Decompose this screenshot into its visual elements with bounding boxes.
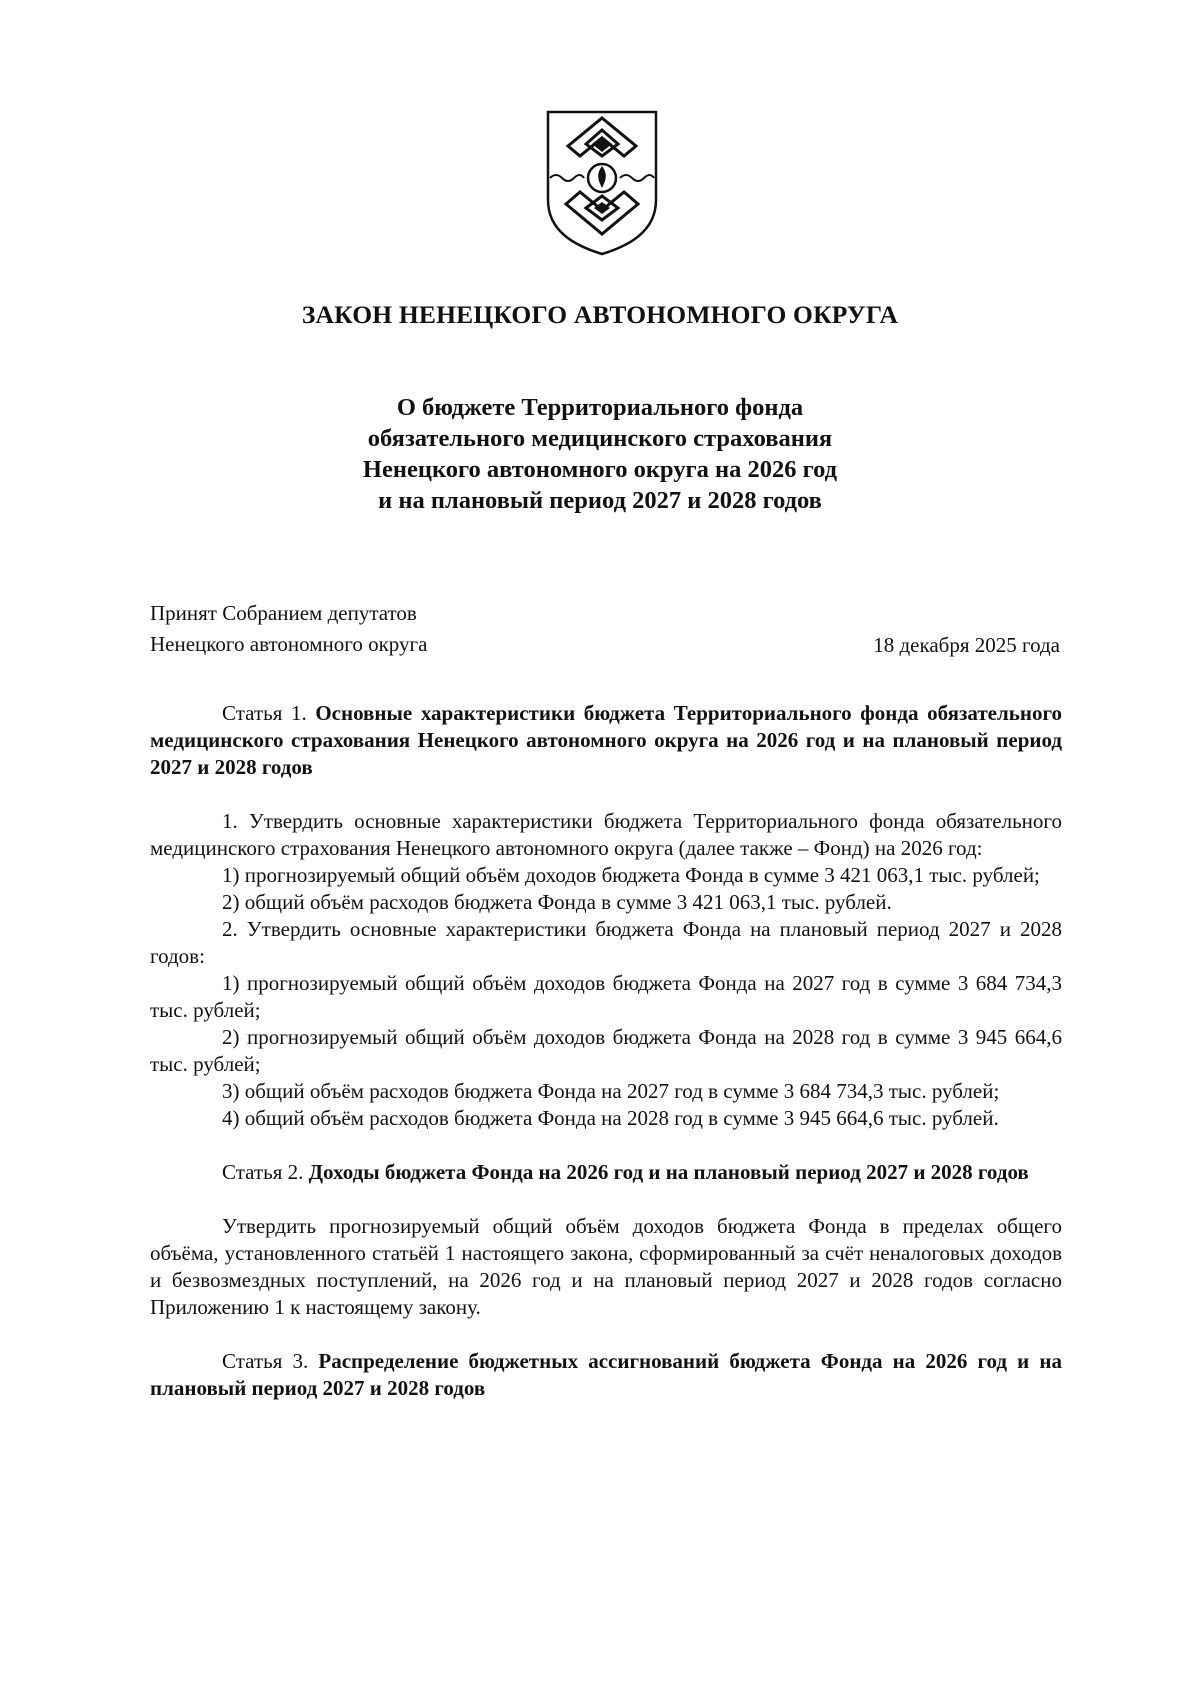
paragraph: 4) общий объём расходов бюджета Фонда на 2028 год в сумме 3 945 664,6 тыс. рублей. [222,1106,999,1130]
coat-of-arms-icon [544,108,660,256]
spacer [150,1321,1062,1348]
article-prefix: Статья 1. [222,701,307,725]
paragraph: 2) общий объём расходов бюджета Фонда в сумме 3 421 063,1 тыс. рублей. [222,890,892,914]
spacer [150,1132,1062,1159]
article-heading [150,1348,1062,1402]
subject-line: О бюджете Территориального фонда [396,394,804,421]
law-body [150,700,1062,1429]
article-heading [150,700,1062,781]
paragraph: 1) прогнозируемый общий объём доходов бюджета Фонда в сумме 3 421 063,1 тыс. рублей; [222,863,1040,887]
paragraph: Утвердить прогнозируемый общий объём доходов бюджета Фонда в пределах общего объёма, установленного статьёй 1 настоящего закона, сформированный за счёт неналоговых доходов и безвозмездных поступлений, на 2026 год и на плановый период 2027 и 2028 годов согласно Приложению 1 к настоящему закону. [150,1214,1062,1319]
article-title: Основные характеристики бюджета Территориального фонда обязательного медицинского страхования Ненецкого автономного округа на 2026 год и на плановый период 2027 и 2028 годов [150,701,1063,779]
article-title: Распределение бюджетных ассигнований бюджета Фонда на 2026 год и на плановый период 2027 и 2028 годов [150,1349,1062,1400]
paragraph: 1) прогнозируемый общий объём доходов бюджета Фонда на 2027 год в сумме 3 684 734,3 тыс. рублей; [150,971,1062,1022]
adoption-date: 18 декабря 2025 года [873,633,1060,657]
adoption-body [150,598,427,660]
law-subject [0,392,1200,516]
article-prefix: Статья 2. [222,1160,304,1184]
paragraph: 2. Утвердить основные характеристики бюджета Фонда на плановый период 2027 и 2028 годов: [150,917,1062,968]
law-title: ЗАКОН НЕНЕЦКОГО АВТОНОМНОГО ОКРУГА [301,300,899,329]
subject-line: Ненецкого автономного округа на 2026 год [362,456,838,483]
paragraph: 1. Утвердить основные характеристики бюджета Территориального фонда обязательного медицинского страхования Ненецкого автономного округа (далее также – Фонд) на 2026 год: [150,809,1062,860]
subject-line: и на плановый период 2027 и 2028 годов [378,487,822,514]
adoption-line: Ненецкого автономного округа [150,632,428,656]
paragraph: 3) общий объём расходов бюджета Фонда на 2027 год в сумме 3 684 734,3 тыс. рублей; [222,1079,1000,1103]
subject-line: обязательного медицинского страхования [367,425,833,452]
article-heading [150,1159,1062,1186]
adoption-line: Принят Собранием депутатов [150,601,417,625]
article-prefix: Статья 3. [222,1349,309,1373]
paragraph: 2) прогнозируемый общий объём доходов бюджета Фонда на 2028 год в сумме 3 945 664,6 тыс. рублей; [150,1025,1062,1076]
article-title: Доходы бюджета Фонда на 2026 год и на плановый период 2027 и 2028 годов [308,1160,1029,1184]
